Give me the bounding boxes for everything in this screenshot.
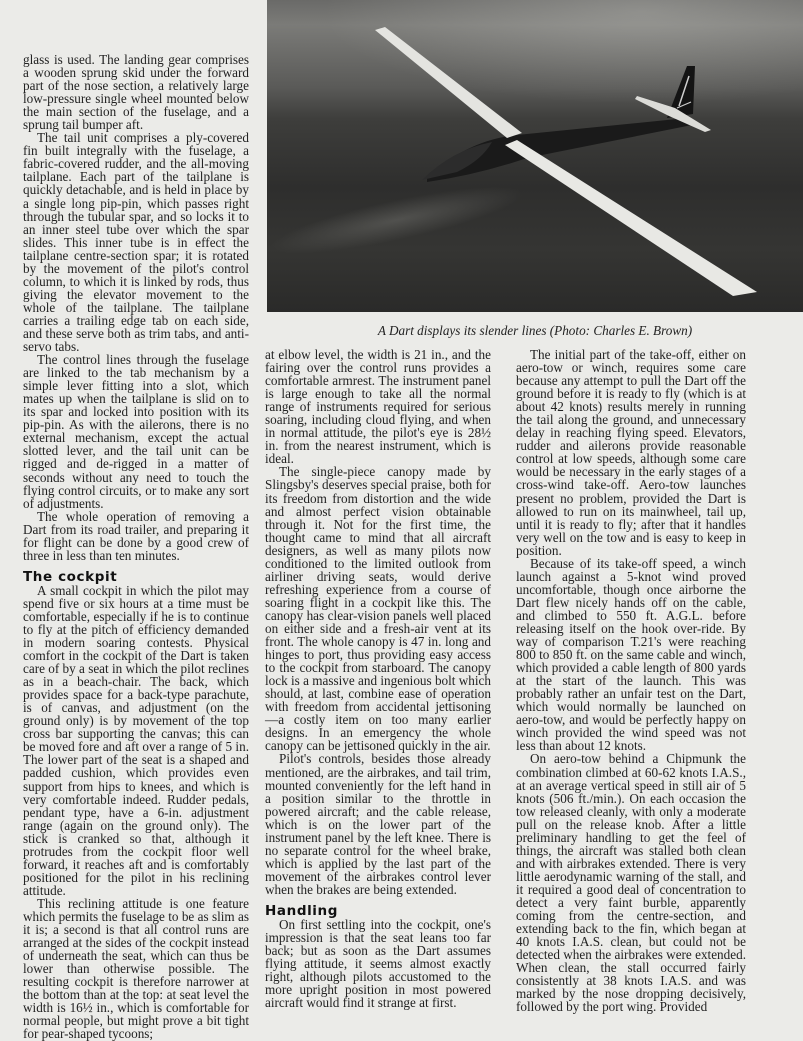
paragraph: On aero-tow behind a Chipmunk the combination climbed at 60-62 knots I.A.S., at an average vertical speed in still air of 5 knots (506 ft./min.). On each occasion the tow released cleanly, with only a moderate pull on the release knob. After a little preliminary handling to get the feel of things, the aircraft was stalled both clean and with airbrakes extended. There is very little aerodynamic warning of the stall, and it required a good deal of concentration to detect a very faint burble, apparently coming from the centre-section, and extending back to the fin, which began at 40 knots I.A.S. clean, but could not be detected when the airbrakes were extended. When clean, the stall occurred fairly consistently at 38 knots I.A.S. and was marked by the nose dropping decisively, followed by the port wing. Provided: [516, 751, 746, 1015]
text-column-3: [516, 348, 746, 1013]
photo-caption: A Dart displays its slender lines (Photo: Charles E. Brown): [377, 323, 693, 338]
paragraph: The initial part of the take-off, either on aero-tow or winch, requires some care because any attempt to pull the Dart off the ground before it is ready to fly (which is at about 42 knots) results merely in running the tail along the ground, and unnecessary delay in reaching flying speed. Elevators, rudder and ailerons provide reasonable control at low speeds, although some care would be necessary in the early stages of a cross-wind take-off. Aero-tow launches present no problem, provided the Dart is allowed to run on its mainwheel, tail up, until it is ready to fly; after that it handles very well on the tow and is easy to keep in position.: [516, 347, 746, 558]
text-column-2: [265, 348, 491, 1009]
section-heading-cockpit: The cockpit: [23, 568, 118, 585]
text-column-1: [23, 53, 249, 1040]
paragraph: The single-piece canopy made by Slingsby's deserves special praise, both for its freedom from distortion and the wide and almost perfect vision obtainable through it. Not for the first time, the thought came to mind that all aircraft designers, as well as many pilots now conditioned to the limited outlook from airliner driving seats, would derive refreshing experience from a course of soaring flight in a cockpit like this. The canopy has clear-vision panels well placed on either side and a fresh-air vent at its front. The whole canopy is 47 in. long and hinges to port, thus providing easy access to the cockpit from starboard. The canopy lock is a massive and ingenious bolt which should, at last, combine ease of operation with freedom from accidental jettisoning —a costly item on too many earlier designs. In an emergency the whole canopy can be jettisoned quickly in the air.: [265, 464, 491, 754]
section-heading-handling: Handling: [265, 902, 339, 919]
paragraph: On first settling into the cockpit, one's impression is that the seat leans too far back; but as soon as the Dart assumes flying attitude, it seems almost exactly right, although pilots accustomed to the more upright position in most powered aircraft would find it strange at first.: [265, 916, 491, 1011]
paragraph: Because of its take-off speed, a winch launch against a 5-knot wind proved uncomfortable, though once airborne the Dart flew nicely hands off on the cable, and climbed to 550 ft. A.G.L. before releasing itself on the hook over-ride. By way of comparison T.21's were reaching 800 to 850 ft. on the same cable and winch, which provided a cable length of 800 yards at the start of the launch. This was probably rather an unfair test on the Dart, which would normally be launched on aero-tow, and would be perfectly happy on winch provided the wind speed was not less than about 12 knots.: [516, 555, 746, 754]
paragraph: The whole operation of removing a Dart from its road trailer, and preparing it for flight can be done by a good crew of three in less than ten minutes.: [23, 508, 249, 563]
glider-photo: [267, 0, 803, 312]
glider-illustration: [267, 0, 803, 312]
paragraph: The control lines through the fuselage are linked to the tab mechanism by a simple lever fitting into a slot, which mates up when the tailplane is slid on to its spar and locked into position with its pip-pin. As with the ailerons, there is no external mechanism, except the actual slotted lever, and the tail unit can be rigged and de-rigged in a matter of seconds without any need to touch the flying control circuits, or to make any sort of adjustments.: [23, 352, 249, 511]
paragraph: The tail unit comprises a ply-covered fin built integrally with the fuselage, a fabric-covered rudder, and the all-moving tailplane. Each part of the tailplane is quickly detachable, and is held in place by a single long pip-pin, which passes right through the tubular spar, and so locks it to an inner steel tube over which the spar slides. This inner tube is in effect the tailplane centre-section spar; it is rotated by the movement of the pilot's control column, to which it is linked by rods, thus giving the elevator movement to the whole of the tailplane. The tailplane carries a trailing edge tab on each side, and these serve both as trim tabs, and anti-servo tabs.: [23, 130, 249, 355]
paragraph: glass is used. The landing gear comprises a wooden sprung skid under the forward part of the nose section, a relatively large low-pressure single wheel mounted below the main section of the fuselage, and a sprung tail bumper aft.: [23, 52, 249, 133]
paragraph: A small cockpit in which the pilot may spend five or six hours at a time must be comfortable, especially if he is to continue to fly at the pitch of efficiency demanded in modern soaring contests. Physical comfort in the cockpit of the Dart is taken care of by a seat in which the pilot reclines as in a beach-chair. The back, which provides space for a back-type parachute, is of canvas, and adjustment (on the ground only) is by movement of the top cross bar supporting the canvas; this can be moved fore and aft over a range of 5 in. The lower part of the seat is a shaped and padded cushion, which provides even support from hips to knees, and which is very comfortable indeed. Rudder pedals, pendant type, have a 6-in. adjustment range (again on the ground only). The stick is cranked so that, although it protrudes from the cockpit floor well forward, it reaches aft and is comfortably positioned for the pilot in his reclining attitude.: [23, 582, 249, 898]
paragraph: This reclining attitude is one feature which permits the fuselage to be as slim as it is; a second is that all control runs are arranged at the sides of the cockpit instead of underneath the seat, which can thus be lower than otherwise possible. The resulting cockpit is therefore narrower at the bottom than at the top: at seat level the width is 16½ in., which is comfortable for normal people, but might prove a bit tight for pear-shaped tycoons;: [23, 895, 249, 1041]
paragraph: Pilot's controls, besides those already mentioned, are the airbrakes, and tail trim, mounted conveniently for the left hand in a position similar to the throttle in powered aircraft; and the cable release, which is on the lower part of the instrument panel by the left knee. There is no separate control for the wheel brake, which is applied by the last part of the movement of the airbrakes control lever when the brakes are being extended.: [265, 751, 491, 897]
paragraph: at elbow level, the width is 21 in., and the fairing over the control runs provides a comfortable armrest. The instrument panel is large enough to take all the normal range of instruments required for serious soaring, including cloud flying, and when in normal attitude, the pilot's eye is 28½ in. from the nearest instrument, which is ideal.: [265, 347, 491, 467]
